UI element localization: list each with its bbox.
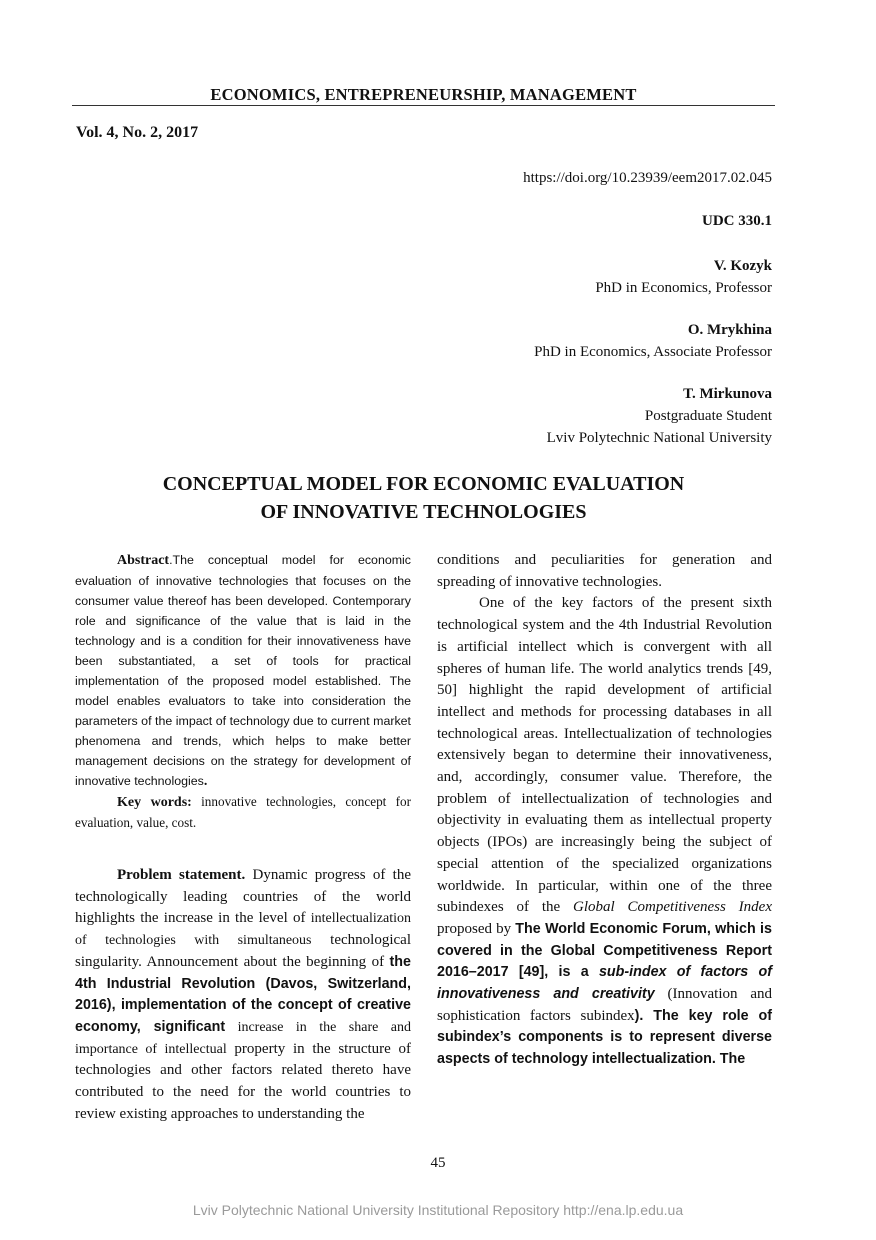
- problem-statement: Problem statement. Dynamic progress of the technologically leading countries of the world highlights the increase in the level of intellectualization of technologies with simultaneous technological singularity. Announcement about the beginning of the 4th Industrial Revolution (Davos, Switzerland, 2016), implementation of the concept of creative economy, significant increase in the share and importance of intellectual property in the structure of technologies and other factors related thereto have contributed to the need for the world countries to review existing approaches to understanding the: [75, 867, 412, 1122]
- left-column: [75, 550, 411, 1125]
- author-name: V. Kozyk: [713, 258, 772, 274]
- author-affiliation: PhD in Economics, Professor: [595, 280, 772, 296]
- paper-title-line: OF INNOVATIVE TECHNOLOGIES: [260, 501, 587, 523]
- paper-title: [72, 470, 775, 526]
- right-column: [437, 550, 772, 1071]
- subindex-name: sub-index of factors of innovativeness and creativity: [437, 964, 772, 1003]
- keywords: [75, 792, 411, 833]
- author-block-3: [547, 383, 772, 449]
- keywords-label: Key words:: [117, 795, 192, 810]
- udc-code: UDC 330.1: [702, 213, 772, 229]
- volume-info: Vol. 4, No. 2, 2017: [76, 124, 199, 141]
- author-block-1: [595, 255, 772, 299]
- gci-title: Global Competitiveness Index: [573, 899, 772, 916]
- header-rule: [72, 105, 775, 106]
- repository-footer: Lviv Polytechnic National University Institutional Repository http://ena.lp.edu.ua: [192, 1202, 684, 1218]
- author-block-2: [534, 319, 772, 363]
- doi-link[interactable]: https://doi.org/10.23939/eem2017.02.045: [523, 170, 772, 186]
- abstract-text: .The conceptual model for economic evaluation of innovative technologies that focuses on the consumer value thereof has been developed. Contemporary role and significance of the value that is laid in the technology and is a condition for their innovativeness have been substantiated, a set of tools for practical implementation of the proposed model established. The model enables evaluators to take into consideration the parameters of the impact of technology due to current market phenomena and trends, which helps to make better management decisions on the strategy for development of innovative technologies: [75, 553, 411, 788]
- keywords-text: innovative technologies, concept for evaluation, value, cost.: [75, 794, 412, 830]
- page-number: 45: [430, 1155, 446, 1171]
- author-name: T. Mirkunova: [683, 386, 772, 402]
- abstract: [75, 550, 411, 833]
- paragraph: conditions and peculiarities for generation and spreading of innovative technologies.: [437, 552, 772, 590]
- author-affiliation: Postgraduate Student: [644, 408, 772, 424]
- paragraph: One of the key factors of the present sixth technological system and the 4th Industrial Revolution is artificial intellect which is convergent with all spheres of human life. The world analytics trends [49, 50] highlight the rapid development of artificial intellect and methods for processing databases in all technological areas. Intellectualization of technologies extensively began to determine their innovativeness, and, accordingly, consumer value. Therefore, the problem of intellectualization of technologies and objectivity in evaluating them as intellectual property objects (IPOs) are increasingly being the subject of special attention of the specialized organizations worldwide. In particular, within one of the three subindexes of the Global Competitiveness Index proposed by The World Economic Forum, which is covered in the Global Competitiveness Report 2016–2017 [49], is a sub-index of factors of innovativeness and creativity (Innovation and sophistication factors subindex). The key role of subindex’s components is to represent diverse aspects of technology intellectualization. The: [437, 595, 772, 1068]
- journal-title: ECONOMICS, ENTREPRENEURSHIP, MANAGEMENT: [210, 85, 637, 104]
- abstract-label: Abstract: [117, 553, 170, 568]
- author-name: O. Mrykhina: [687, 322, 772, 338]
- paper-title-line: CONCEPTUAL MODEL FOR ECONOMIC EVALUATION: [162, 473, 685, 495]
- problem-label: Problem statement.: [117, 867, 246, 883]
- author-affiliation: Lviv Polytechnic National University: [546, 430, 772, 446]
- abstract-end: .: [203, 774, 208, 789]
- author-affiliation: PhD in Economics, Associate Professor: [534, 344, 772, 360]
